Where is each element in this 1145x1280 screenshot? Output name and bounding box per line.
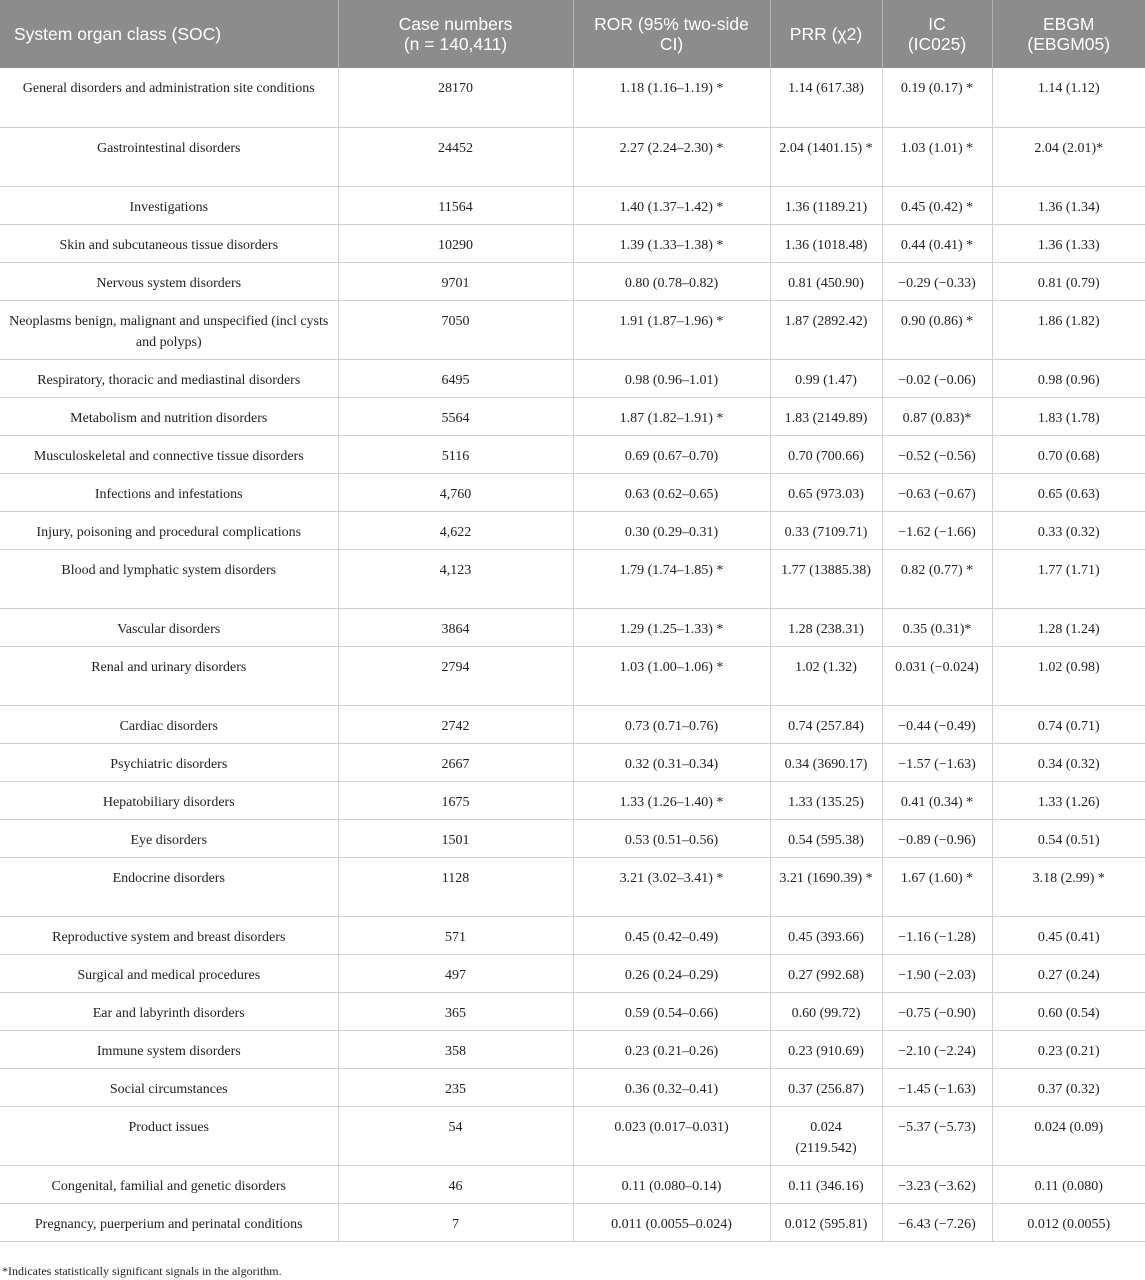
cell-prr: 0.27 (992.68) [770,954,882,992]
cell-cases: 28170 [338,68,573,127]
cell-cases: 4,622 [338,511,573,549]
cell-prr: 0.65 (973.03) [770,473,882,511]
cell-prr: 1.02 (1.32) [770,646,882,705]
cell-cases: 2742 [338,705,573,743]
cell-ror: 0.59 (0.54–0.66) [573,992,770,1030]
cell-soc: Surgical and medical procedures [0,954,338,992]
cell-cases: 4,123 [338,549,573,608]
cell-ror: 1.79 (1.74–1.85) * [573,549,770,608]
cell-prr: 0.45 (393.66) [770,916,882,954]
cell-ror: 0.32 (0.31–0.34) [573,743,770,781]
cell-soc: Injury, poisoning and procedural complications [0,511,338,549]
cell-ror: 0.30 (0.29–0.31) [573,511,770,549]
cell-prr: 0.11 (346.16) [770,1165,882,1203]
cell-ic: 0.87 (0.83)* [882,397,992,435]
cell-ebgm: 0.27 (0.24) [992,954,1145,992]
cell-prr: 3.21 (1690.39) * [770,857,882,916]
cell-ebgm: 1.83 (1.78) [992,397,1145,435]
cell-ror: 0.36 (0.32–0.41) [573,1068,770,1106]
cell-ror: 0.69 (0.67–0.70) [573,435,770,473]
cell-prr: 0.74 (257.84) [770,705,882,743]
cell-ic: −0.63 (−0.67) [882,473,992,511]
cell-prr: 2.04 (1401.15) * [770,127,882,186]
cell-ebgm: 0.37 (0.32) [992,1068,1145,1106]
cell-soc: Hepatobiliary disorders [0,781,338,819]
cell-ebgm: 0.65 (0.63) [992,473,1145,511]
cell-ror: 0.53 (0.51–0.56) [573,819,770,857]
table-row [0,705,1145,743]
cell-soc: Musculoskeletal and connective tissue disorders [0,435,338,473]
cell-ic: −0.52 (−0.56) [882,435,992,473]
cell-ebgm: 0.012 (0.0055) [992,1203,1145,1241]
header-ror: ROR (95% two-side CI) [573,0,770,68]
cell-ic: −0.89 (−0.96) [882,819,992,857]
cell-ic: 0.45 (0.42) * [882,186,992,224]
cell-prr: 0.23 (910.69) [770,1030,882,1068]
table-row [0,608,1145,646]
cell-cases: 5564 [338,397,573,435]
cell-prr: 1.28 (238.31) [770,608,882,646]
cell-ic: 0.44 (0.41) * [882,224,992,262]
cell-cases: 2667 [338,743,573,781]
cell-ror: 0.73 (0.71–0.76) [573,705,770,743]
cell-prr: 1.36 (1018.48) [770,224,882,262]
table-row [0,300,1145,359]
cell-ebgm: 0.23 (0.21) [992,1030,1145,1068]
cell-ebgm: 1.36 (1.33) [992,224,1145,262]
cell-prr: 1.33 (135.25) [770,781,882,819]
cell-ic: 0.41 (0.34) * [882,781,992,819]
cell-cases: 571 [338,916,573,954]
cell-cases: 365 [338,992,573,1030]
cell-soc: Renal and urinary disorders [0,646,338,705]
table-row [0,224,1145,262]
cell-soc: General disorders and administration site conditions [0,68,338,127]
cell-prr: 1.36 (1189.21) [770,186,882,224]
table-row [0,397,1145,435]
cell-ic: −1.16 (−1.28) [882,916,992,954]
cell-ebgm: 2.04 (2.01)* [992,127,1145,186]
cell-soc: Blood and lymphatic system disorders [0,549,338,608]
cell-cases: 235 [338,1068,573,1106]
cell-prr: 0.99 (1.47) [770,359,882,397]
cell-soc: Ear and labyrinth disorders [0,992,338,1030]
cell-ror: 1.33 (1.26–1.40) * [573,781,770,819]
cell-cases: 1675 [338,781,573,819]
cell-cases: 54 [338,1106,573,1165]
cell-ebgm: 1.28 (1.24) [992,608,1145,646]
cell-ic: −0.75 (−0.90) [882,992,992,1030]
cell-ic: −3.23 (−3.62) [882,1165,992,1203]
cell-ror: 1.91 (1.87–1.96) * [573,300,770,359]
cell-ebgm: 0.70 (0.68) [992,435,1145,473]
table-row [0,1203,1145,1241]
cell-ic: 1.67 (1.60) * [882,857,992,916]
cell-ror: 1.18 (1.16–1.19) * [573,68,770,127]
table-row [0,1068,1145,1106]
table-header [0,0,1145,68]
cell-ebgm: 0.34 (0.32) [992,743,1145,781]
cell-ror: 0.011 (0.0055–0.024) [573,1203,770,1241]
cell-soc: Gastrointestinal disorders [0,127,338,186]
cell-soc: Psychiatric disorders [0,743,338,781]
cell-soc: Endocrine disorders [0,857,338,916]
cell-ic: −0.29 (−0.33) [882,262,992,300]
header-row [0,0,1145,68]
cell-ror: 1.40 (1.37–1.42) * [573,186,770,224]
cell-prr: 0.012 (595.81) [770,1203,882,1241]
table-row [0,1165,1145,1203]
cell-cases: 46 [338,1165,573,1203]
table-row [0,511,1145,549]
cell-prr: 0.33 (7109.71) [770,511,882,549]
cell-ebgm: 0.45 (0.41) [992,916,1145,954]
cell-ic: 1.03 (1.01) * [882,127,992,186]
table-row [0,954,1145,992]
cell-prr: 0.34 (3690.17) [770,743,882,781]
cell-ror: 0.23 (0.21–0.26) [573,1030,770,1068]
cell-ebgm: 1.36 (1.34) [992,186,1145,224]
cell-ic: 0.031 (−0.024) [882,646,992,705]
cell-cases: 10290 [338,224,573,262]
cell-cases: 7 [338,1203,573,1241]
cell-cases: 1128 [338,857,573,916]
cell-cases: 358 [338,1030,573,1068]
table-row [0,359,1145,397]
cell-cases: 11564 [338,186,573,224]
cell-ror: 1.39 (1.33–1.38) * [573,224,770,262]
cell-cases: 24452 [338,127,573,186]
table-body [0,68,1145,1241]
header-ebgm: EBGM (EBGM05) [992,0,1145,68]
cell-ic: −2.10 (−2.24) [882,1030,992,1068]
cell-ic: 0.35 (0.31)* [882,608,992,646]
cell-cases: 2794 [338,646,573,705]
cell-ebgm: 1.33 (1.26) [992,781,1145,819]
cell-cases: 497 [338,954,573,992]
cell-ic: −0.02 (−0.06) [882,359,992,397]
cell-soc: Skin and subcutaneous tissue disorders [0,224,338,262]
table-row [0,781,1145,819]
cell-ror: 0.023 (0.017–0.031) [573,1106,770,1165]
cell-prr: 0.60 (99.72) [770,992,882,1030]
cell-ebgm: 0.74 (0.71) [992,705,1145,743]
cell-ic: −6.43 (−7.26) [882,1203,992,1241]
cell-soc: Infections and infestations [0,473,338,511]
cell-soc: Cardiac disorders [0,705,338,743]
cell-soc: Metabolism and nutrition disorders [0,397,338,435]
cell-soc: Neoplasms benign, malignant and unspecified (incl cysts and polyps) [0,300,338,359]
cell-prr: 0.70 (700.66) [770,435,882,473]
header-prr: PRR (χ2) [770,0,882,68]
cell-ror: 1.03 (1.00–1.06) * [573,646,770,705]
cell-ic: −5.37 (−5.73) [882,1106,992,1165]
cell-soc: Vascular disorders [0,608,338,646]
cell-ebgm: 0.024 (0.09) [992,1106,1145,1165]
cell-ebgm: 0.81 (0.79) [992,262,1145,300]
cell-prr: 1.77 (13885.38) [770,549,882,608]
table-row [0,1106,1145,1165]
cell-prr: 1.83 (2149.89) [770,397,882,435]
cell-cases: 3864 [338,608,573,646]
cell-cases: 5116 [338,435,573,473]
cell-ic: 0.82 (0.77) * [882,549,992,608]
cell-prr: 0.54 (595.38) [770,819,882,857]
cell-soc: Respiratory, thoracic and mediastinal disorders [0,359,338,397]
table-footnote: *Indicates statistically significant signals in the algorithm. [2,1264,282,1278]
cell-prr: 1.14 (617.38) [770,68,882,127]
table-row [0,473,1145,511]
cell-ebgm: 1.77 (1.71) [992,549,1145,608]
cell-ic: −0.44 (−0.49) [882,705,992,743]
cell-soc: Immune system disorders [0,1030,338,1068]
cell-ror: 0.26 (0.24–0.29) [573,954,770,992]
cell-soc: Reproductive system and breast disorders [0,916,338,954]
header-ic: IC (IC025) [882,0,992,68]
cell-ror: 0.11 (0.080–0.14) [573,1165,770,1203]
table-row [0,819,1145,857]
cell-soc: Investigations [0,186,338,224]
cell-prr: 0.024 (2119.542) [770,1106,882,1165]
cell-ebgm: 0.11 (0.080) [992,1165,1145,1203]
header-case-numbers: Case numbers (n = 140,411) [338,0,573,68]
cell-cases: 7050 [338,300,573,359]
cell-prr: 0.81 (450.90) [770,262,882,300]
cell-ror: 3.21 (3.02–3.41) * [573,857,770,916]
cell-ror: 1.87 (1.82–1.91) * [573,397,770,435]
cell-ror: 0.80 (0.78–0.82) [573,262,770,300]
cell-cases: 6495 [338,359,573,397]
cell-cases: 4,760 [338,473,573,511]
cell-cases: 9701 [338,262,573,300]
cell-ebgm: 1.86 (1.82) [992,300,1145,359]
table-row [0,1030,1145,1068]
table-row [0,857,1145,916]
cell-ebgm: 1.14 (1.12) [992,68,1145,127]
cell-ebgm: 0.60 (0.54) [992,992,1145,1030]
cell-cases: 1501 [338,819,573,857]
table-row [0,262,1145,300]
table-row [0,743,1145,781]
cell-soc: Social circumstances [0,1068,338,1106]
cell-ebgm: 0.33 (0.32) [992,511,1145,549]
cell-ic: −1.45 (−1.63) [882,1068,992,1106]
cell-ror: 0.45 (0.42–0.49) [573,916,770,954]
cell-soc: Nervous system disorders [0,262,338,300]
cell-soc: Product issues [0,1106,338,1165]
cell-ebgm: 0.98 (0.96) [992,359,1145,397]
cell-ic: −1.57 (−1.63) [882,743,992,781]
header-soc: System organ class (SOC) [0,0,338,68]
table-row [0,186,1145,224]
table-row [0,127,1145,186]
cell-ic: 0.19 (0.17) * [882,68,992,127]
table-row [0,435,1145,473]
cell-ic: 0.90 (0.86) * [882,300,992,359]
cell-soc: Pregnancy, puerperium and perinatal conditions [0,1203,338,1241]
cell-ror: 0.63 (0.62–0.65) [573,473,770,511]
cell-soc: Congenital, familial and genetic disorders [0,1165,338,1203]
table-row [0,916,1145,954]
cell-ror: 1.29 (1.25–1.33) * [573,608,770,646]
cell-soc: Eye disorders [0,819,338,857]
table-row [0,549,1145,608]
table-row [0,646,1145,705]
cell-ic: −1.90 (−2.03) [882,954,992,992]
cell-ebgm: 3.18 (2.99) * [992,857,1145,916]
table-row [0,68,1145,127]
cell-ebgm: 1.02 (0.98) [992,646,1145,705]
cell-prr: 0.37 (256.87) [770,1068,882,1106]
cell-prr: 1.87 (2892.42) [770,300,882,359]
cell-ebgm: 0.54 (0.51) [992,819,1145,857]
cell-ic: −1.62 (−1.66) [882,511,992,549]
table-row [0,992,1145,1030]
cell-ror: 2.27 (2.24–2.30) * [573,127,770,186]
cell-ror: 0.98 (0.96–1.01) [573,359,770,397]
